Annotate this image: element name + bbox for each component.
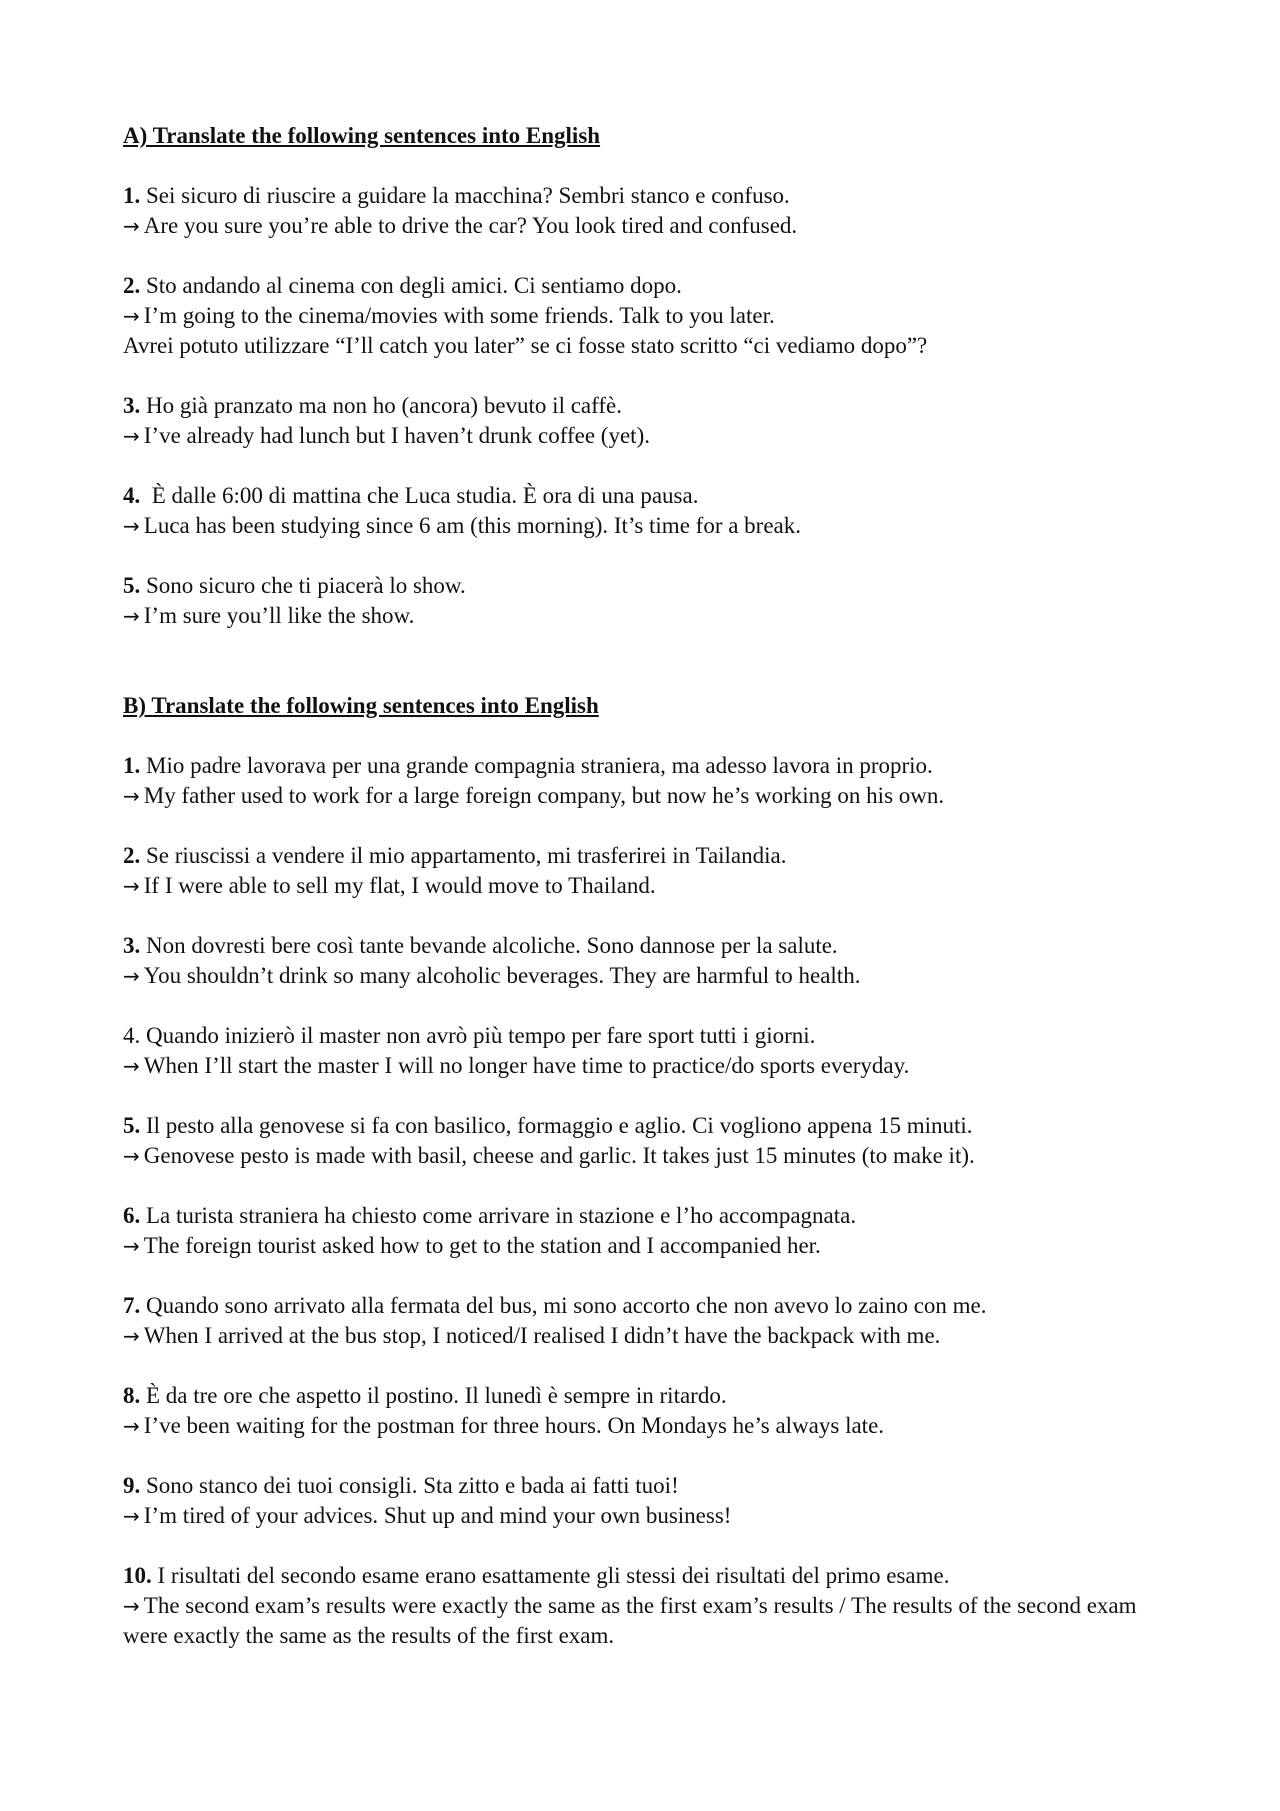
- item-number: 3.: [123, 393, 141, 418]
- english-translation: [123, 1591, 1163, 1651]
- arrow-icon: →: [123, 964, 140, 988]
- arrow-icon: →: [123, 1144, 140, 1168]
- italian-text: Quando inizierò il master non avrò più tempo per fare sport tutti i giorni.: [140, 1023, 816, 1048]
- arrow-icon: →: [123, 304, 140, 328]
- english-text: The second exam’s results were exactly the same as the first exam’s results / The results of the second exam were exactly the same as the results of the first exam.: [123, 1593, 1137, 1648]
- italian-sentence: [123, 751, 1163, 781]
- italian-text: Sei sicuro di riuscire a guidare la macchina? Sembri stanco e confuso.: [140, 183, 790, 208]
- section-b-item-9: [123, 1471, 1163, 1531]
- english-text: I’m sure you’ll like the show.: [143, 603, 415, 628]
- english-translation: [123, 781, 1163, 811]
- english-text: Luca has been studying since 6 am (this morning). It’s time for a break.: [143, 513, 802, 538]
- italian-text: È da tre ore che aspetto il postino. Il lunedì è sempre in ritardo.: [140, 1383, 727, 1408]
- section-spacer: [123, 661, 1163, 691]
- arrow-icon: →: [123, 1324, 140, 1348]
- arrow-icon: →: [123, 1414, 140, 1438]
- italian-text: La turista straniera ha chiesto come arrivare in stazione e l’ho accompagnata.: [140, 1203, 857, 1228]
- arrow-icon: →: [123, 1504, 140, 1528]
- italian-sentence: [123, 931, 1163, 961]
- english-text: When I arrived at the bus stop, I noticed/I realised I didn’t have the backpack with me.: [143, 1323, 941, 1348]
- english-text: When I’ll start the master I will no longer have time to practice/do sports everyday.: [143, 1053, 910, 1078]
- english-translation: [123, 421, 1163, 451]
- italian-sentence: [123, 181, 1163, 211]
- arrow-icon: →: [123, 1054, 140, 1078]
- section-a-item-5: [123, 571, 1163, 631]
- item-number: 2.: [123, 843, 141, 868]
- arrow-icon: →: [123, 874, 140, 898]
- english-translation: [123, 601, 1163, 631]
- english-translation: [123, 1141, 1163, 1171]
- english-text: I’m going to the cinema/movies with some friends. Talk to you later.: [143, 303, 775, 328]
- section-b-item-6: [123, 1201, 1163, 1261]
- arrow-icon: →: [123, 784, 140, 808]
- italian-sentence: [123, 1021, 1163, 1051]
- english-translation: [123, 961, 1163, 991]
- item-number: 4.: [123, 1023, 141, 1048]
- italian-sentence: [123, 571, 1163, 601]
- italian-text: Se riuscissi a vendere il mio appartamento, mi trasferirei in Tailandia.: [140, 843, 787, 868]
- english-text: The foreign tourist asked how to get to the station and I accompanied her.: [143, 1233, 821, 1258]
- italian-text: Sono sicuro che ti piacerà lo show.: [140, 573, 466, 598]
- arrow-icon: →: [123, 1234, 140, 1258]
- item-number: 3.: [123, 933, 141, 958]
- english-text: I’ve been waiting for the postman for three hours. On Mondays he’s always late.: [143, 1413, 885, 1438]
- item-number: 5.: [123, 573, 141, 598]
- english-text: You shouldn’t drink so many alcoholic beverages. They are harmful to health.: [143, 963, 861, 988]
- section-b-heading: B) Translate the following sentences into English: [123, 693, 599, 718]
- section-b-item-10: [123, 1561, 1163, 1651]
- item-number: 7.: [123, 1293, 141, 1318]
- english-translation: [123, 211, 1163, 241]
- question-note: Avrei potuto utilizzare “I’ll catch you later” se ci fosse stato scritto “ci vediamo dopo”?: [123, 333, 928, 358]
- arrow-icon: →: [123, 604, 140, 628]
- english-translation: [123, 1231, 1163, 1261]
- item-number: 4.: [123, 483, 141, 508]
- item-number: 5.: [123, 1113, 141, 1138]
- english-text: I’m tired of your advices. Shut up and mind your own business!: [143, 1503, 732, 1528]
- italian-sentence: [123, 1291, 1163, 1321]
- english-translation: [123, 1321, 1163, 1351]
- section-b-item-3: [123, 931, 1163, 991]
- arrow-icon: →: [123, 424, 140, 448]
- section-b-item-1: [123, 751, 1163, 811]
- english-text: Genovese pesto is made with basil, cheese and garlic. It takes just 15 minutes (to make it).: [143, 1143, 975, 1168]
- item-number: 9.: [123, 1473, 141, 1498]
- document-body: [123, 121, 1163, 1681]
- section-a-item-1: [123, 181, 1163, 241]
- english-translation: [123, 1051, 1163, 1081]
- english-text: I’ve already had lunch but I haven’t drunk coffee (yet).: [143, 423, 650, 448]
- section-b-item-5: [123, 1111, 1163, 1171]
- english-text: Are you sure you’re able to drive the car? You look tired and confused.: [143, 213, 798, 238]
- section-b-item-2: [123, 841, 1163, 901]
- arrow-icon: →: [123, 214, 140, 238]
- section-b-item-7: [123, 1291, 1163, 1351]
- italian-text: È dalle 6:00 di mattina che Luca studia. È ora di una pausa.: [140, 483, 699, 508]
- item-number: 2.: [123, 273, 141, 298]
- italian-text: I risultati del secondo esame erano esattamente gli stessi dei risultati del primo esame.: [151, 1563, 950, 1588]
- italian-text: Mio padre lavorava per una grande compagnia straniera, ma adesso lavora in proprio.: [140, 753, 933, 778]
- italian-sentence: [123, 1561, 1163, 1591]
- english-translation: [123, 1501, 1163, 1531]
- italian-text: Il pesto alla genovese si fa con basilico, formaggio e aglio. Ci vogliono appena 15 minuti.: [140, 1113, 973, 1138]
- section-b-item-8: [123, 1381, 1163, 1441]
- arrow-icon: →: [123, 1594, 140, 1618]
- italian-sentence: [123, 391, 1163, 421]
- italian-sentence: [123, 1201, 1163, 1231]
- english-translation: [123, 511, 1163, 541]
- section-a-heading: A) Translate the following sentences into English: [123, 123, 601, 148]
- english-text: If I were able to sell my flat, I would move to Thailand.: [143, 873, 656, 898]
- italian-sentence: [123, 481, 1163, 511]
- italian-sentence: [123, 271, 1163, 301]
- italian-text: Ho già pranzato ma non ho (ancora) bevuto il caffè.: [140, 393, 622, 418]
- item-number: 1.: [123, 183, 141, 208]
- item-number: 6.: [123, 1203, 141, 1228]
- section-a-item-2: [123, 271, 1163, 361]
- section-a-item-4: [123, 481, 1163, 541]
- english-translation: [123, 871, 1163, 901]
- section-b-item-4: [123, 1021, 1163, 1081]
- italian-text: Quando sono arrivato alla fermata del bus, mi sono accorto che non avevo lo zaino con me.: [140, 1293, 987, 1318]
- english-text: My father used to work for a large foreign company, but now he’s working on his own.: [143, 783, 945, 808]
- item-number: 10.: [123, 1563, 152, 1588]
- italian-text: Sto andando al cinema con degli amici. Ci sentiamo dopo.: [140, 273, 682, 298]
- italian-sentence: [123, 1381, 1163, 1411]
- item-number: 8.: [123, 1383, 141, 1408]
- italian-text: Non dovresti bere così tante bevande alcoliche. Sono dannose per la salute.: [140, 933, 838, 958]
- arrow-icon: →: [123, 514, 140, 538]
- english-translation: [123, 1411, 1163, 1441]
- italian-text: Sono stanco dei tuoi consigli. Sta zitto e bada ai fatti tuoi!: [140, 1473, 679, 1498]
- italian-sentence: [123, 1471, 1163, 1501]
- section-a-item-3: [123, 391, 1163, 451]
- item-number: 1.: [123, 753, 141, 778]
- italian-sentence: [123, 841, 1163, 871]
- english-translation: [123, 301, 1163, 331]
- italian-sentence: [123, 1111, 1163, 1141]
